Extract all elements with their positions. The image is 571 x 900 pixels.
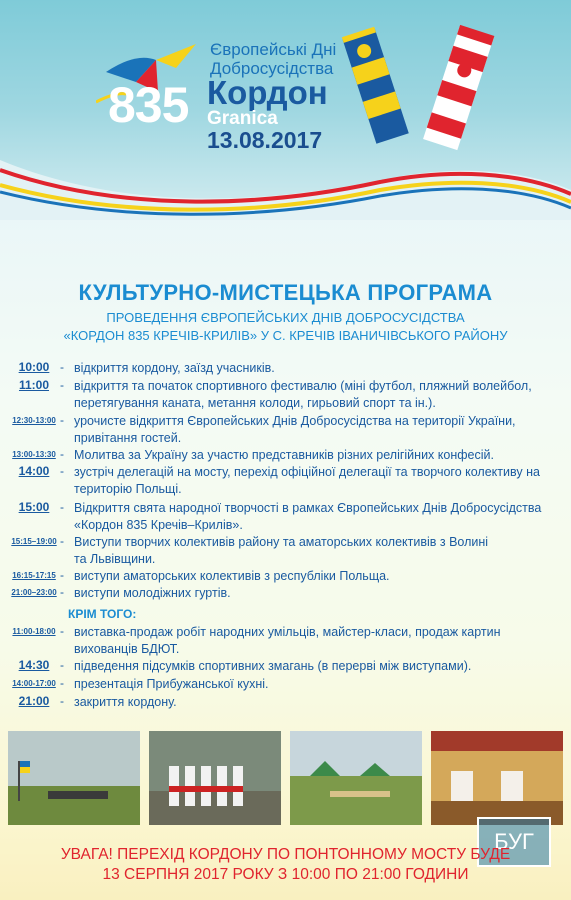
- photo-fair-tents: [290, 731, 422, 825]
- schedule-desc: зустріч делегацій на мосту, перехід офіційної делегації та творчого колективу на територію Польщі.: [74, 465, 540, 496]
- program-subtitle-1: ПРОВЕДЕННЯ ЄВРОПЕЙСЬКИХ ДНІВ ДОБРОСУСІДСТВА: [106, 310, 465, 325]
- schedule-time: 21:00: [18, 694, 50, 708]
- schedule-dash: -: [60, 413, 64, 427]
- photo-field-flags: [8, 731, 140, 825]
- schedule-dash: -: [60, 464, 64, 478]
- schedule-desc: виступи аматорських колективів з республіки Польща.: [74, 569, 390, 583]
- program-subtitle-2: «КОРДОН 835 КРЕЧІВ-КРИЛІВ» У С. КРЕЧІВ ІВАНИЧІВСЬКОГО РАЙОНУ: [63, 328, 508, 343]
- schedule-time: 21:00–23:00: [11, 588, 57, 597]
- border-posts-icon: [340, 20, 500, 160]
- schedule-time: 10:00: [18, 360, 50, 374]
- schedule-time: 16:15-17:15: [12, 571, 56, 580]
- schedule-dash: -: [60, 694, 64, 708]
- schedule-desc: Молитва за Україну за участю представників різних релігійних конфесій.: [74, 448, 494, 462]
- logo-number: 835: [108, 77, 189, 133]
- flag-waves-icon: [0, 150, 571, 220]
- schedule-desc: виступи молодіжних гуртів.: [74, 586, 231, 600]
- photo-folk-ensemble: [149, 731, 281, 825]
- schedule-desc: відкриття кордону, заїзд учасників.: [74, 361, 275, 375]
- schedule-dash: -: [60, 360, 64, 374]
- header-banner: [0, 0, 571, 215]
- logo-text-line2: Добросусідства: [210, 59, 334, 78]
- schedule-dash: -: [60, 447, 64, 461]
- schedule-desc: презентація Прибужанської кухні.: [74, 677, 269, 691]
- schedule-time: 11:00-18:00: [12, 627, 56, 636]
- schedule-time: 14:30: [18, 658, 50, 672]
- schedule-desc: виставка-продаж робіт народних умільців, майстер-класи, продаж картин вихованців БДЮТ.: [74, 625, 501, 656]
- photo-strip: [8, 731, 563, 825]
- schedule-dash: -: [60, 658, 64, 672]
- schedule-time: 14:00: [18, 464, 50, 478]
- event-date: 13.08.2017: [207, 127, 323, 153]
- schedule-time: 14:00-17:00: [12, 679, 56, 688]
- schedule-dash: -: [60, 676, 64, 690]
- schedule-desc: відкриття та початок спортивного фестивалю (міні футбол, пляжний волейбол, перетягування каната, метання колоди, гирьовий спорт та ін.).: [74, 379, 532, 410]
- logo-granica: Granica: [207, 108, 278, 129]
- schedule-time: 12:30-13:00: [12, 416, 56, 425]
- schedule-desc: Відкриття свята народної творчості в рамках Європейських Днів Добросусідства «Кордон 835 Кречів–Крилів».: [74, 501, 542, 532]
- schedule-dash: -: [60, 585, 64, 599]
- schedule-desc: Виступи творчих колективів району та аматорських колективів з Волині та Львівщини.: [74, 535, 489, 566]
- schedule-desc: закриття кордону.: [74, 695, 177, 709]
- schedule-desc: підведення підсумків спортивних змагань (в перерві між виступами).: [74, 659, 472, 673]
- photo-kitchen-stall: [431, 731, 563, 825]
- schedule-time: 15:15–19:00: [11, 537, 57, 546]
- schedule-desc: урочисте відкриття Європейських Днів Добросусідства на території України, привітання гостей.: [74, 414, 516, 445]
- notice-line-1: УВАГА! ПЕРЕХІД КОРДОНУ ПО ПОНТОННОМУ МОСТУ БУДЕ: [60, 846, 511, 863]
- schedule-dash: -: [60, 378, 64, 392]
- schedule-dash: -: [60, 568, 64, 582]
- logo-text-line1: Європейські Дні: [210, 40, 337, 59]
- program-title: КУЛЬТУРНО-МИСТЕЦЬКА ПРОГРАМА: [78, 280, 493, 305]
- schedule-time: 13:00-13:30: [12, 450, 56, 459]
- also-heading: КРІМ ТОГО:: [68, 607, 137, 621]
- schedule-dash: -: [60, 500, 64, 514]
- schedule-time: 15:00: [18, 500, 50, 514]
- logo-kordon: Кордон: [207, 74, 328, 111]
- watermark-logo: БУГ: [477, 817, 551, 867]
- schedule-dash: -: [60, 624, 64, 638]
- schedule-dash: -: [60, 534, 64, 548]
- schedule-time: 11:00: [18, 378, 50, 392]
- notice-line-2: 13 СЕРПНЯ 2017 РОКУ З 10:00 ПО 21:00 ГОДИНИ: [102, 866, 469, 883]
